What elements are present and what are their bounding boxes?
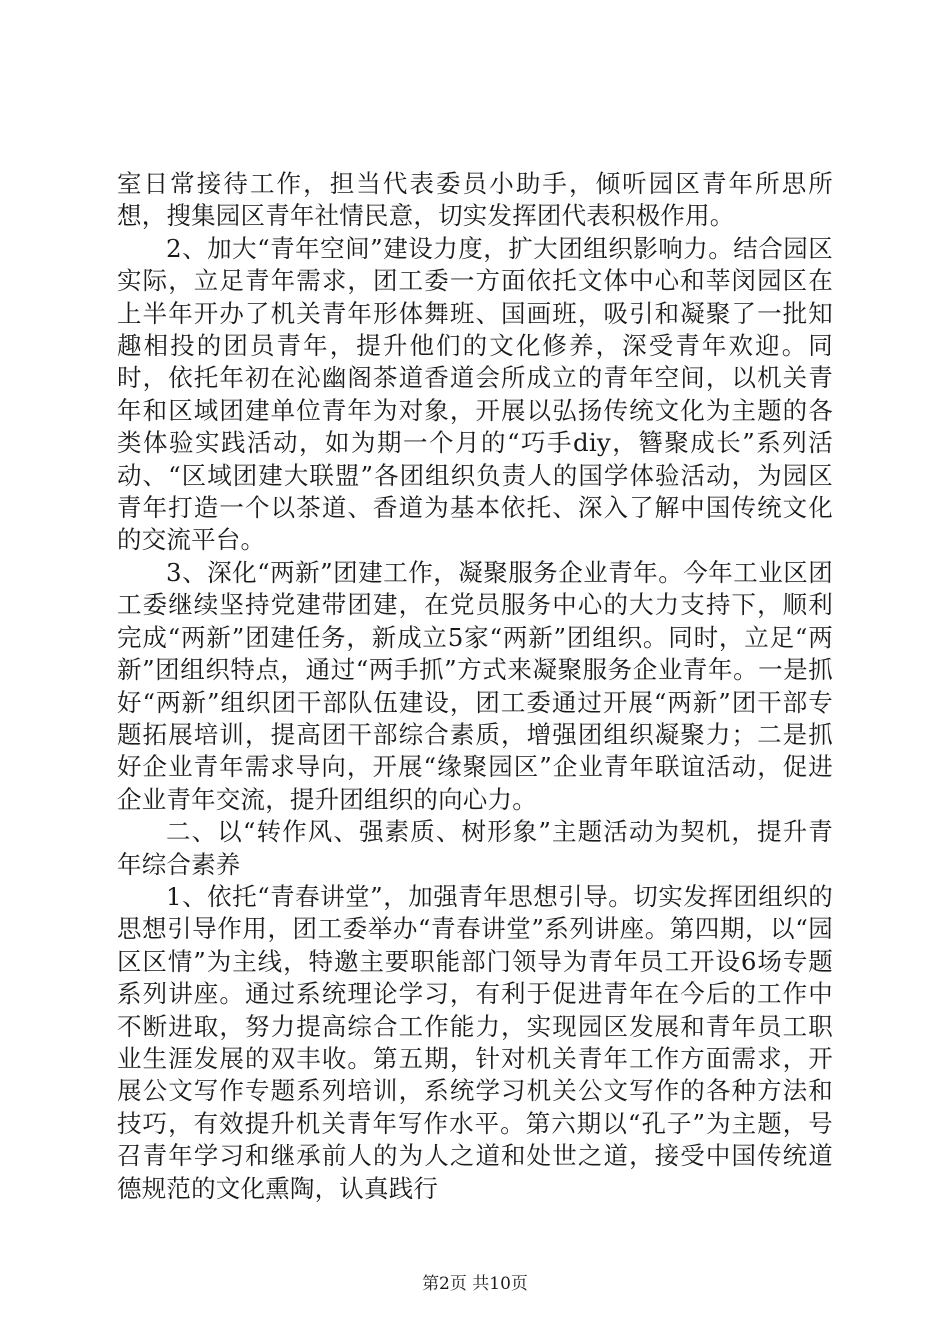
page-number-footer: 第2页 共10页 [422,1274,528,1294]
paragraph-two-new-league: 3、深化“两新”团建工作，凝聚服务企业青年。今年工业区团工委继续坚持党建带团建，在党员服务中心的大力支持下，顺利完成“两新”团建任务，新成立5家“两新”团组织。同时，立足“两新”团组织特点，通过“两手抓”方式来凝聚服务企业青年。一是抓好“两新”组织团干部队伍建设，团工委通过开展“两新”团干部专题拓展培训，提高团干部综合素质，增强团组织凝聚力；二是抓好企业青年需求导向，开展“缘聚园区”企业青年联谊活动，促进企业青年交流，提升团组织的向心力。 [117,557,833,814]
paragraph-continuation: 室日常接待工作，担当代表委员小助手，倾听园区青年所思所想，搜集园区青年社情民意，切实发挥团代表积极作用。 [117,169,833,231]
paragraph-youth-lecture: 1、依托“青春讲堂”，加强青年思想引导。切实发挥团组织的思想引导作用，团工委举办“青春讲堂”系列讲座。第四期，以“园区区情”为主线，特邀主要职能部门领导为青年员工开设6场专题系列讲座。通过系统理论学习，有利于促进青年在今后的工作中不断进取，努力提高综合工作能力，实现园区发展和青年员工职业生涯发展的双丰收。第五期，针对机关青年工作方面需求，开展公文写作专题系列培训，系统学习机关公文写作的各种方法和技巧，有效提升机关青年写作水平。第六期以“孔子”为主题，号召青年学习和继承前人的为人之道和处世之道，接受中国传统道德规范的文化熏陶，认真践行 [117,881,833,1203]
paragraph-youth-space: 2、加大“青年空间”建设力度，扩大团组织影响力。结合园区实际，立足青年需求，团工委一方面依托文体中心和莘闵园区在上半年开办了机关青年形体舞班、国画班，吸引和凝聚了一批知趣相投的团员青年，提升他们的文化修养，深受青年欢迎。同时，依托年初在沁幽阁茶道香道会所成立的青年空间，以机关青年和区域团建单位青年为对象，开展以弘扬传统文化为主题的各类体验实践活动，如为期一个月的“巧手diy，簪聚成长”系列活动、“区域团建大联盟”各团组织负责人的国学体验活动，为园区青年打造一个以茶道、香道为基本依托、深入了解中国传统文化的交流平台。 [117,233,833,555]
document-body [117,168,833,1205]
section-heading-two: 二、以“转作风、强素质、树形象”主题活动为契机，提升青年综合素养 [117,817,833,879]
